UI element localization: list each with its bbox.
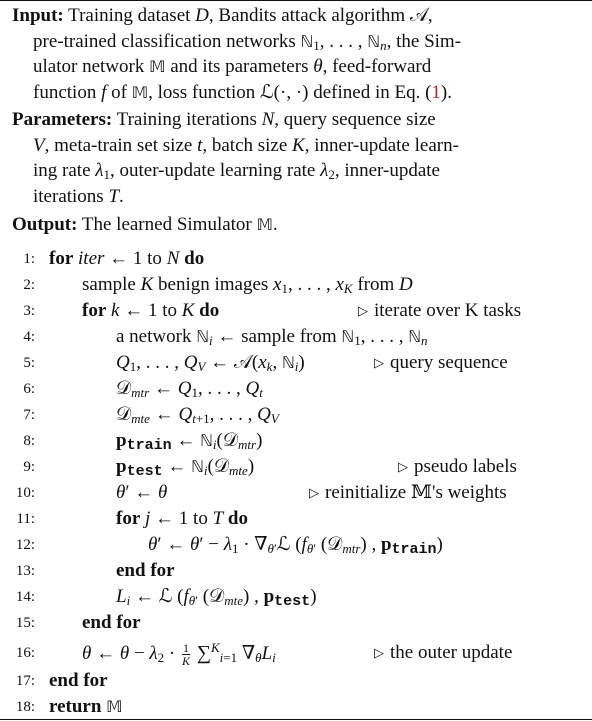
algo-line-9: 9: $p_{test}$ ← ℕ$_i$(𝒟$_{mte}$) ▷ pseudo labels <box>0 454 592 480</box>
algo-line-13: 13: end for <box>0 558 592 584</box>
comment-triangle-icon: ▷ <box>309 485 319 500</box>
line-number: 17: <box>15 673 35 689</box>
algo-line-10: 10: θ′ ← θ ▷ reinitialize 𝕄's weights <box>0 480 592 506</box>
output-label: Output: <box>12 214 78 235</box>
algo-line-1: 1: for iter ← 1 to N do <box>0 246 592 272</box>
comment-triangle-icon: ▷ <box>374 645 384 660</box>
line-number: 10: <box>15 485 35 501</box>
algo-line-16: 16: θ ← $\theta - \lambda_2$ · $\frac{1}{K}$ ∑$^K_{i=1}$ $\nabla_\theta L_i$ ▷ the outer update <box>0 640 592 666</box>
line-number: 14: <box>15 589 35 605</box>
comment-triangle-icon: ▷ <box>358 303 368 318</box>
comment-triangle-icon: ▷ <box>398 459 408 474</box>
line-number: 15: <box>15 615 35 631</box>
algo-line-5: 5: $Q_1$, . . . , $Q_V$ ← $𝒜(x_k$, ℕ$_i$) ▷ query sequence <box>0 350 592 376</box>
line-number: 1: <box>23 251 35 267</box>
algo-line-14: 14: $L_i$ ← ℒ ($f_{\theta'}$ (𝒟$_{mte}$) , $p_{test}$) <box>0 584 592 610</box>
line-number: 18: <box>15 699 35 715</box>
line-number: 8: <box>23 433 35 449</box>
top-rule <box>0 0 592 1</box>
line-number: 13: <box>15 563 35 579</box>
line-number: 3: <box>23 303 35 319</box>
algo-line-18: 18: return 𝕄 <box>0 694 592 720</box>
line-number: 9: <box>23 459 35 475</box>
line-number: 6: <box>23 381 35 397</box>
algo-line-17: 17: end for <box>0 668 592 694</box>
comment-text: reinitialize 𝕄's weights <box>325 482 507 503</box>
parameters-label: Parameters: <box>12 109 113 130</box>
output-section: Output: The learned Simulator 𝕄. <box>12 214 278 235</box>
line-number: 11: <box>16 511 35 527</box>
algo-line-8: 8: $p_{train}$ ← ℕ$_i$(𝒟$_{mtr}$) <box>0 428 592 454</box>
line-number: 12: <box>15 537 35 553</box>
input-label: Input: <box>12 5 64 26</box>
algo-line-11: 11: for j ← 1 to T do <box>0 506 592 532</box>
algo-line-2: 2: sample K benign images $x_1$, . . . , $x_K$ from D <box>0 272 592 298</box>
comment-text: pseudo labels <box>414 456 517 477</box>
line-number: 4: <box>23 329 35 345</box>
line-number: 16: <box>15 645 35 661</box>
algo-line-15: 15: end for <box>0 610 592 636</box>
algo-line-12: 12: θ′ ← $\theta' - \lambda_1$ · $\nabla_{\theta'}ℒ$ ($f_{\theta'}$ (𝒟$_{mtr}$) , $p_{train}$) <box>0 532 592 558</box>
comment-triangle-icon: ▷ <box>374 355 384 370</box>
comment-text: query sequence <box>390 352 508 373</box>
bottom-rule <box>0 719 592 720</box>
line-number: 5: <box>23 355 35 371</box>
input-section: Input: Training dataset D, Bandits attack algorithm 𝒜, pre-trained classification networks ℕ$_1$, . . . , ℕ$_n$, the Sim- ulator network 𝕄 and its parameters θ, feed-forward function f of 𝕄, loss function ℒ(·, ·) defined in Eq. (1). <box>12 5 462 103</box>
comment-text: the outer update <box>390 642 513 663</box>
fraction-1-over-K: $\frac{1}{K}$ <box>181 641 190 669</box>
algo-line-4: 4: a network ℕ$_i$ ← sample from ℕ$_1$, . . . , ℕ$_n$ <box>0 324 592 350</box>
line-number: 7: <box>23 407 35 423</box>
equation-reference-link[interactable]: 1 <box>431 81 441 103</box>
line-number: 2: <box>23 277 35 293</box>
algo-line-6: 6: 𝒟$_{mtr}$ ← $Q_1$, . . . , $Q_t$ <box>0 376 592 402</box>
parameters-section: Parameters: Training iterations N, query sequence size V, meta-train set size t, batch size K, inner-update learn- ing rate $\lambda_1$, outer-update learning rate $\lambda_2$, inner-update iterations T. <box>12 109 459 207</box>
algo-line-3: 3: for k ← 1 to K do ▷ iterate over K tasks <box>0 298 592 324</box>
comment-text: iterate over K tasks <box>374 300 522 321</box>
algo-line-7: 7: 𝒟$_{mte}$ ← $Q_{t+1}$, . . . , $Q_V$ <box>0 402 592 428</box>
